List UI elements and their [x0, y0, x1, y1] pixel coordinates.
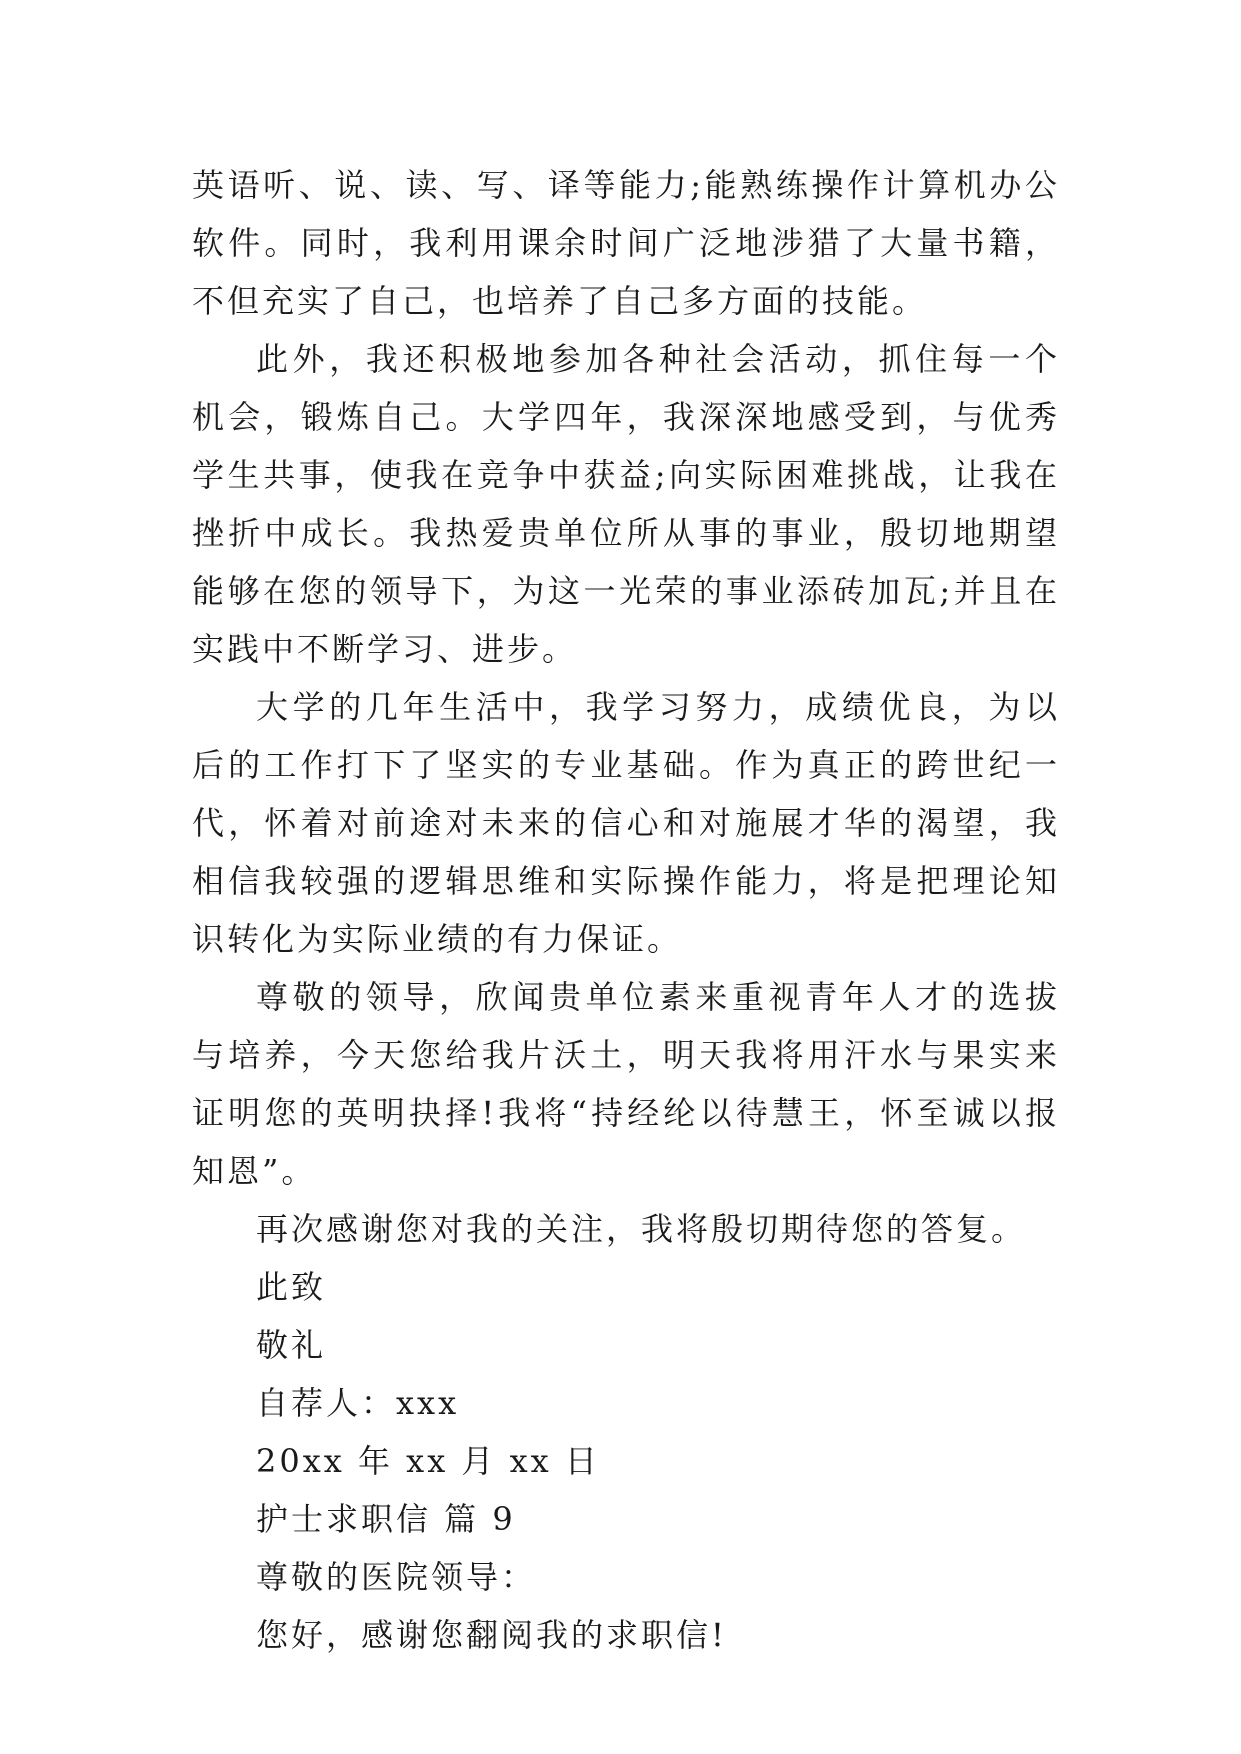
greeting-line: 尊敬的医院领导： — [256, 1558, 537, 1596]
date-line: 20xx 年 xx 月 xx 日 — [256, 1442, 600, 1480]
closing-regards: 敬礼 — [256, 1326, 327, 1364]
paragraph-study: 大学的几年生活中，我学习努力，成绩优良，为以后的工作打下了坚实的专业基础。作为真正的跨世纪一代，怀着对前途对未来的信心和对施展才华的渴望，我相信我较强的逻辑思维和实际操作能力，将是把理论知识转化为实际业绩的有力保证。 — [192, 688, 1060, 958]
paragraph-skills: 英语听、说、读、写、译等能力;能熟练操作计算机办公软件。同时，我利用课余时间广泛地涉猎了大量书籍，不但充实了自己，也培养了自己多方面的技能。 — [192, 166, 1060, 320]
paragraph-activities: 此外，我还积极地参加各种社会活动，抓住每一个机会，锻炼自己。大学四年，我深深地感受到，与优秀学生共事，使我在竞争中获益;向实际困难挑战，让我在挫折中成长。我热爱贵单位所从事的事业，殷切地期望能够在您的领导下，为这一光荣的事业添砖加瓦;并且在实践中不断学习、进步。 — [192, 340, 1060, 668]
paragraph-request: 尊敬的领导，欣闻贵单位素来重视青年人才的选拔与培养，今天您给我片沃土，明天我将用汗水与果实来证明您的英明抉择!我将“持经纶以待慧王，怀至诚以报知恩”。 — [192, 978, 1060, 1190]
closing-salutation: 此致 — [256, 1268, 327, 1306]
thanks-line: 再次感谢您对我的关注，我将殷切期待您的答复。 — [256, 1210, 1027, 1248]
signature-line: 自荐人：xxx — [256, 1384, 460, 1422]
opening-line: 您好，感谢您翻阅我的求职信! — [256, 1616, 727, 1654]
section-heading: 护士求职信 篇 9 — [256, 1500, 516, 1538]
document-page — [192, 156, 1060, 1664]
